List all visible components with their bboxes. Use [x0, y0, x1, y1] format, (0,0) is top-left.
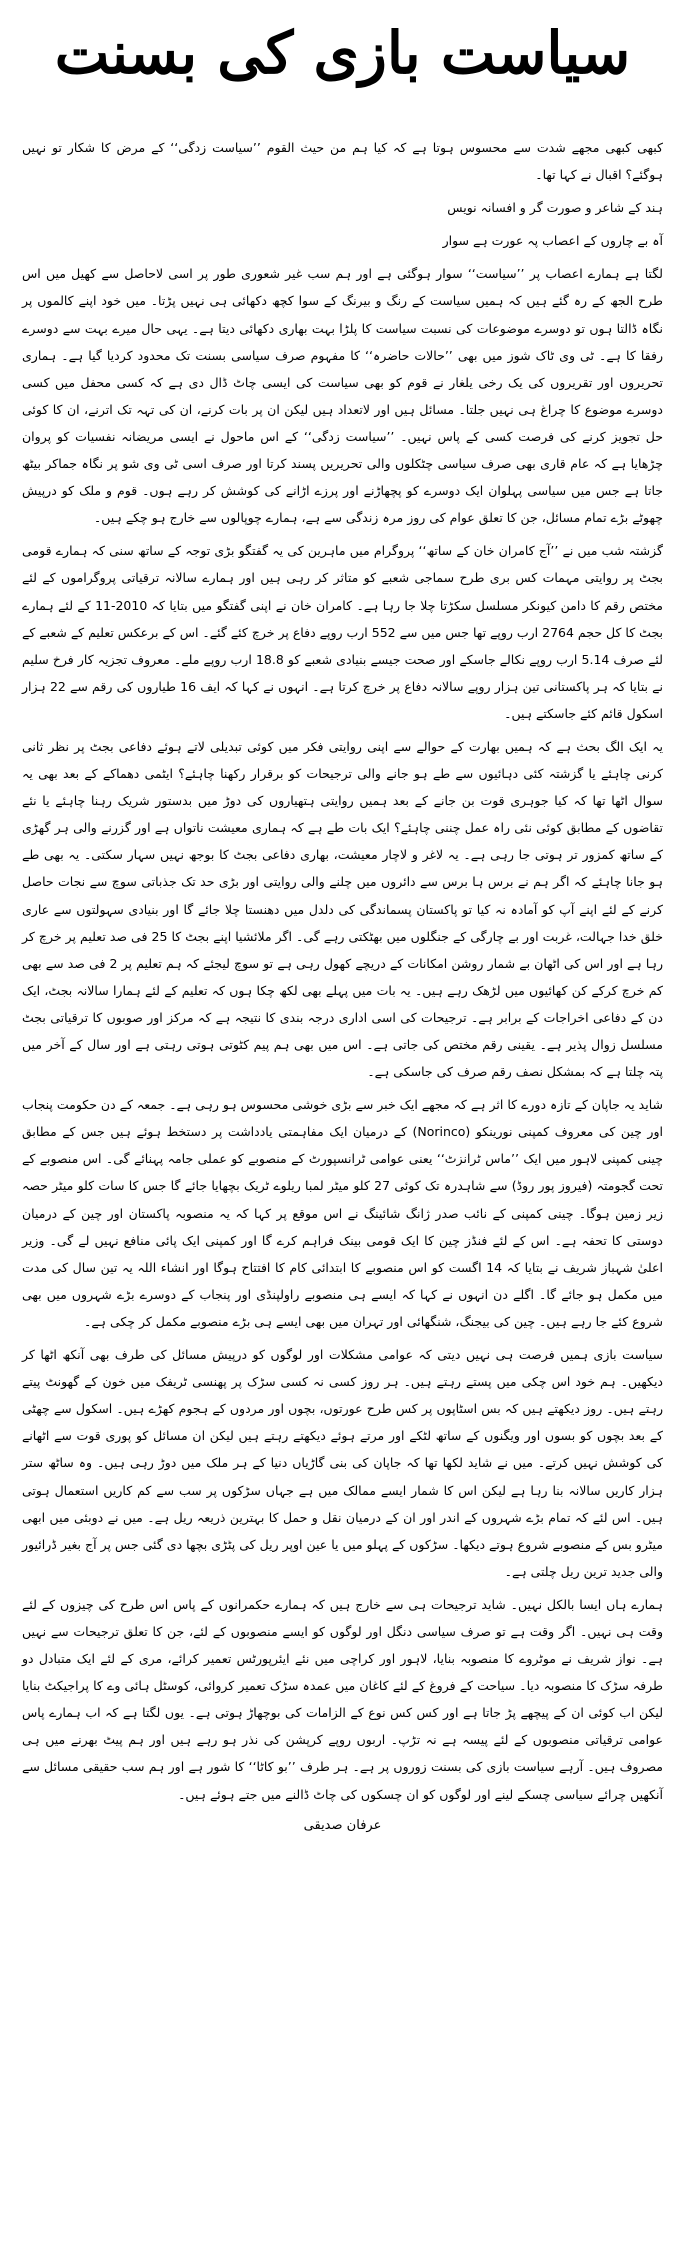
paragraph-conclusion: ہمارے ہاں ایسا بالکل نہیں۔ شاید ترجیحات ہی سے خارج ہیں کہ ہمارے حکمرانوں کے پاس اس طرح کی چیزوں کے لئے وقت ہی نہیں۔ اگر وقت ہے تو صرف سیاسی دنگل اور لوگوں کو ایسے منصوبوں کے لئے، جن کا تعلق ترجیحات سے نہیں ہے۔ نواز شریف نے موٹروے کا منصوبہ بنایا، لاہور اور کراچی میں نئے ایئرپورٹس تعمیر کرائے، مری کے لئے ایک متبادل دو طرفہ سڑک کا منصوبہ دیا۔ سیاحت کے فروغ کے لئے کاغان میں عمدہ سڑک تعمیر کروائی، کوسٹل ہائی وے کا پراجیکٹ بنایا لیکن اب کوئی ان کے پیچھے پڑ جاتا ہے اور کس کس نوع کے الزامات کی بوچھاڑ ہوتی ہے۔ یوں لگتا ہے کہ اب ہمارے پاس عوامی ترقیاتی منصوبوں کے لئے پیسہ ہے نہ تڑپ۔ اربوں روپے کرپشن کی نذر ہو رہے ہیں اور ہم پیٹ بھرنے میں ہی مصروف ہیں۔ آرہے سیاست بازی کی بسنت زوروں پر ہے۔ ہر طرف ’’بو کاٹا‘‘ کا شور ہے اور ہم سب حقیقی مسائل سے آنکھیں چرائے سیاسی چسکے لینے اور لوگوں کو ان چسکوں کی چاٹ ڈالنے میں جتے ہوئے ہیں۔: [22, 1596, 663, 1802]
paragraph-politics-obsession: لگتا ہے ہمارے اعصاب پر ’’سیاست‘‘ سوار ہوگئی ہے اور ہم سب غیر شعوری طور پر اسی لاحاصل سے کھیل میں اس طرح الجھ کے رہ گئے ہیں کہ ہمیں سیاست کے رنگ و بیرنگ کے سوا کچھ دکھائی ہی نہیں پڑتا۔ میں خود اپنے کالموں پر نگاہ ڈالتا ہوں تو دوسرے موضوعات کی نسبت سیاست کا پلڑا بہت بھاری دکھائی دیتا ہے۔ یہی حال میرے بہت سے دوسرے رفقا کا ہے۔ ٹی وی ٹاک شوز میں بھی ’’حالات حاضرہ‘‘ کا مفہوم صرف سیاسی بسنت تک محدود کردیا گیا ہے۔ ہماری تحریروں اور تقریروں کی یک رخی یلغار نے قوم کو بھی سیاست کی ایسی چاٹ ڈال دی ہے کہ کسی محفل میں کسی دوسرے موضوع کا چراغ ہی نہیں جلتا۔ مسائل ہیں اور لاتعداد ہیں لیکن ان پر بات کرنے، ان کی تہہ تک اترنے، ان کا کوئی حل تجویز کرنے کی فرصت کسی کے پاس نہیں۔ ’’سیاست زدگی‘‘ کے اس ماحول نے ایسی مریضانہ نفسیات کو پروان چڑھایا ہے کہ عام قاری بھی صرف سیاسی چٹکلوں والی تحریریں پسند کرتا اور صرف اسی ٹی وی شو پر نگاہ جماکر بیٹھ جاتا ہے جس میں سیاسی پہلوان ایک دوسرے کو پچھاڑنے اور پرزے اڑانے کی کوشش کر رہے ہوں۔ قوم و ملک کو درپیش چھوٹے بڑے تمام مسائل، جن کا تعلق عوام کی روز مرہ زندگی سے ہے، ہمارے چوپالوں سے خارج ہو چکے ہیں۔: [22, 266, 663, 526]
paragraph-budget-discussion: گزشتہ شب میں نے ’’آج کامران خان کے ساتھ‘‘ پروگرام میں ماہرین کی یہ گفتگو بڑی توجہ کے ساتھ سنی کہ ہمارے قومی بجٹ پر روایتی مہمات کس بری طرح سماجی شعبے کو متاثر کر رہی ہیں اور ہمارے سالانہ ترقیاتی پروگراموں کے لئے مختص رقم کا دامن کیونکر مسلسل سکڑتا چلا جا رہا ہے۔ کامران خان نے اپنی گفتگو میں بتایا کہ 2010-11 کے لئے ہمارے بجٹ کا کل حجم 2764 ارب روپے تھا جس میں سے 552 ارب روپے دفاع پر خرچ کئے گئے۔ اس کے برعکس تعلیم کے شعبے کے لئے صرف 5.14 ارب روپے نکالے جاسکے اور صحت جیسے بنیادی شعبے کو 18.8 ارب روپے ملے۔ معروف تجزیہ کار فرخ سلیم نے بتایا کہ ہر پاکستانی تین ہزار روپے سالانہ دفاع پر خرچ کرتا ہے۔ انہوں نے کہا کہ ایف 16 طیاروں کی رقم سے 22 ہزار اسکول قائم کئے جاسکتے ہیں۔: [22, 543, 663, 721]
paragraph-intro: کبھی کبھی مجھے شدت سے محسوس ہوتا ہے کہ کیا ہم من حیث القوم ’’سیاست زدگی‘‘ کے مرض کا شکار تو نہیں ہوگئے؟ اقبال نے کہا تھا۔: [22, 140, 663, 183]
paragraph-defence-priorities: یہ ایک الگ بحث ہے کہ ہمیں بھارت کے حوالے سے اپنی روایتی فکر میں کوئی تبدیلی لاتے ہوئے دفاعی بجٹ پر نظر ثانی کرنی چاہئے یا گزشتہ کئی دہائیوں سے طے ہو جانے والی ترجیحات کو برقرار رکھنا چاہئے؟ ایٹمی دھماکے کے بعد بھی یہ سوال اٹھا تھا کہ کیا جوہری قوت بن جانے کے بعد ہمیں روایتی ہتھیاروں کی دوڑ میں بدستور شریک رہنا چاہئے یا نئے تقاضوں کے مطابق کوئی نئی راہ عمل چننی چاہئے؟ ایک بات طے ہے کہ ہماری معیشت ناتواں ہے اور گزرنے والی ہر گھڑی کے ساتھ کمزور تر ہوتی جا رہی ہے۔ یہ لاغر و لاچار معیشت، بھاری دفاعی بجٹ کا بوجھ نہیں سہار سکتی۔ یہ بھی طے ہو جانا چاہئے کہ اگر ہم نے برس ہا برس سے دائروں میں چلنے والی روایتی اور بڑی حد تک جذباتی سوچ سے نجات حاصل کرنے کے لئے اپنے آپ کو آمادہ نہ کیا تو پاکستان پسماندگی کی دلدل میں دھنستا چلا جائے گا اور بنیادی سہولتوں سے عاری خلق خدا جہالت، غربت اور بے چارگی کے جنگلوں میں بھٹکتی رہے گی۔ اگر ملائشیا اپنے بجٹ کا 25 فی صد تعلیم پر خرچ کر رہا ہے اور اس کی اٹھان بے شمار روشن امکانات کے دریچے کھول رہی ہے تو سوچ لیجئے کہ ہم تعلیم پر 2 فی صد سے بھی کم خرچ کرکے کن کھائیوں میں لڑھک رہے ہیں۔ یہ بات میں پہلے بھی لکھ چکا ہوں کہ تعلیم کے لئے ہمارا سالانہ بجٹ، ایک دن کے دفاعی اخراجات کے برابر ہے۔ ترجیحات کی اسی اداری درجہ بندی کا نتیجہ ہے کہ مرکز اور صوبوں کا ترقیاتی بجٹ مسلسل زوال پذیر ہے۔ یقینی رقم مختص کی جاتی ہے۔ اس میں بھی ہم پیم کٹوتی ہوتی رہتی ہے اور سال کے آخر میں پتہ چلتا ہے کہ بمشکل نصف رقم صرف کی جاسکی ہے۔: [22, 738, 663, 1080]
paragraph-public-transport: سیاست بازی ہمیں فرصت ہی نہیں دیتی کہ عوامی مشکلات اور لوگوں کو درپیش مسائل کی طرف بھی آنکھ اٹھا کر دیکھیں۔ ہم خود اس چکی میں پستے رہتے ہیں۔ ہر روز کسی نہ کسی سڑک پر پھنسی ٹریفک میں خون کے گھونٹ پیتے رہتے ہیں۔ روز دیکھتے ہیں کہ بس اسٹاپوں پر کس طرح عورتوں، بچوں اور مردوں کے ہجوم کھڑے ہیں۔ اسکول سے چھٹی کے بعد بچوں کو بسوں اور ویگنوں کے ساتھ لٹکے اور مرتے ہوئے دیکھتے رہتے ہیں لیکن ان مسائل کو پوری قوت سے اٹھانے کی کوشش نہیں کرتے۔ میں نے شاید لکھا تھا کہ جاپان کی بنی گاڑیاں دنیا کے ہر ملک میں دوڑ رہی ہیں۔ وہ ساٹھ ستر ہزار کاریں سالانہ بنا رہا ہے لیکن اس کا شمار ایسے ممالک میں ہے جہاں سڑکوں پر سب سے کم کاریں استعمال ہوتی ہیں۔ اس لئے کہ تمام بڑے شہروں کے اندر اور ان کے درمیان نقل و حمل کا بہترین ذریعہ ریل ہے۔ میں نے دوبئی میں ابھی میٹرو بس کے منصوبے شروع ہوتے دیکھا۔ سڑکوں کے پہلو میں یا عین اوپر ریل کی پٹڑی بچھا دی گئی جس پر آج بغیر ڈرائیور والی جدید ترین ریل چلتی ہے۔: [22, 1347, 663, 1579]
article-body: [22, 134, 663, 1808]
paragraph-mass-transit: شاید یہ جاپان کے تازہ دورے کا اثر ہے کہ مجھے ایک خبر سے بڑی خوشی محسوس ہو رہی ہے۔ جمعہ کے دن حکومت پنجاب اور چین کی معروف کمپنی نورینکو (Norinco) کے درمیان ایک مفاہمتی یادداشت پر دستخط ہوئے ہیں جس کے مطابق چینی کمپنی لاہور میں ایک ’’ماس ٹرانزٹ‘‘ یعنی عوامی ٹرانسپورٹ کے منصوبے کو عملی جامہ پہنائے گی۔ اس منصوبے کے تحت گجومتہ (فیروز پور روڈ) سے شاہدرہ تک کوئی 27 کلو میٹر لمبا ریلوے ٹریک بچھایا جائے گا جس کا سات کلو میٹر حصہ زیر زمین ہوگا۔ چینی کمپنی کے نائب صدر ژانگ شائینگ نے اس موقع پر کہا کہ یہ منصوبہ پاکستان اور چین کے درمیان دوستی کا تحفہ ہے۔ اس کے لئے فنڈز چین کا ایک قومی بینک فراہم کرے گا اور کمپنی ایک پائی منافع نہیں لے گی۔ وزیر اعلیٰ شہباز شریف نے بتایا کہ 14 اگست کو اس منصوبے کا ابتدائی کام کا افتتاح ہوگا اور انشاء اللہ یہ تین سال کی مدت میں مکمل ہو جائے گا۔ اگلے دن انہوں نے کہا کہ ایسے ہی منصوبے راولپنڈی اور پنجاب کے دوسرے بڑے شہروں میں بھی شروع کئے جا رہے ہیں۔ چین کی بیجنگ، شنگھائی اور تہران میں بھی ایسے ہی بڑے منصوبے مکمل کر چکی ہے۔: [22, 1097, 663, 1329]
verse-line-2: آہ بے چاروں کے اعصاب پہ عورت ہے سوار: [442, 233, 663, 249]
verse-line-1: ہند کے شاعر و صورت گر و افسانہ نویس: [447, 200, 663, 216]
author-name: عرفان صدیقی: [303, 1817, 382, 1833]
column-page: [0, 18, 689, 2266]
column-title: سیاست بازی کی بسنت: [54, 19, 631, 87]
